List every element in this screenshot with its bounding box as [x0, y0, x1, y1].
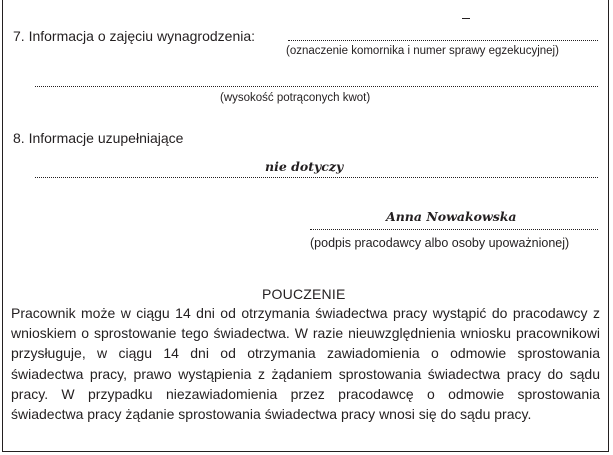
section-7-label: 7. Informacja o zajęciu wynagrodzenia: [13, 28, 256, 44]
dash-mark [462, 18, 470, 19]
signature-caption: (podpis pracodawcy albo osoby upoważnionej) [310, 236, 570, 250]
amount-caption: (wysokość potrąconych kwot) [220, 92, 371, 104]
section-8-field-line [35, 177, 598, 178]
signature-line [310, 229, 598, 230]
notice-body: Pracownik może w ciągu 14 dni od otrzymania świadectwa pracy wystąpić do pracodawcy z wnioskiem o sprostowanie tego świadectwa. W razie nieuwzględnienia wniosku pracownikowi przysługuje, w ciągu 14 dni od otrzymania zawiadomienia o odmowie sprostowania świadectwa pracy, prawo wystąpienia z żądaniem sprostowania świadectwa pracy do sądu pracy. W przypadku niezawiadomienia przez pracodawcę o odmowie sprostowania świadectwa pracy żądanie sprostowania świadectwa pracy wnosi się do sądu pracy. [11, 305, 600, 423]
signature-name: Anna Nowakowska [386, 209, 517, 224]
section-8-value: nie dotyczy [265, 159, 344, 174]
bailiff-caption: (oznaczenie komornika i numer sprawy egzekucyjnej) [286, 45, 559, 57]
amount-field-line [35, 86, 598, 87]
notice-heading: POUCZENIE [262, 286, 346, 302]
bailiff-field-line [288, 40, 598, 41]
section-8-label: 8. Informacje uzupełniające [13, 130, 184, 146]
